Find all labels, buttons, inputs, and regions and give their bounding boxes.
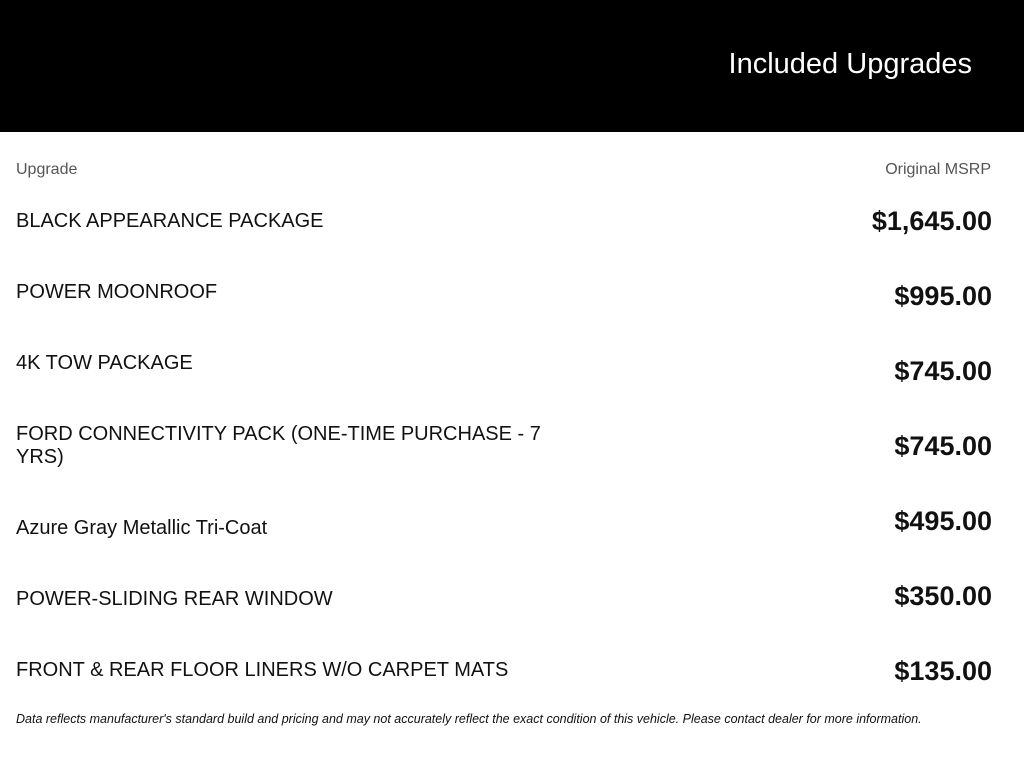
msrp-column-header: Original MSRP [885,161,991,178]
upgrade-name: FORD CONNECTIVITY PACK (ONE-TIME PURCHASE - 7 YRS) [16,423,541,468]
upgrade-column-header: Upgrade [16,161,78,178]
page-title: Included Upgrades [728,48,972,80]
upgrade-price: $745.00 [894,431,992,461]
page-header [0,0,1024,132]
upgrade-name: 4K TOW PACKAGE [16,352,193,374]
upgrade-price: $495.00 [894,506,992,536]
upgrade-name: POWER MOONROOF [16,281,218,303]
upgrade-price: $995.00 [894,281,992,311]
upgrade-name: Azure Gray Metallic Tri-Coat [16,517,268,539]
disclaimer-text: Data reflects manufacturer's standard build and pricing and may not accurately reflect the exact condition of this vehicle. Please contact dealer for more information. [16,712,922,726]
upgrade-name: POWER-SLIDING REAR WINDOW [16,588,333,610]
upgrade-name: FRONT & REAR FLOOR LINERS W/O CARPET MATS [16,659,509,681]
upgrade-price: $135.00 [894,656,992,686]
upgrade-price: $1,645.00 [871,206,992,236]
upgrade-price: $350.00 [894,581,992,611]
upgrade-price: $745.00 [894,356,992,386]
upgrade-name: BLACK APPEARANCE PACKAGE [16,210,324,232]
